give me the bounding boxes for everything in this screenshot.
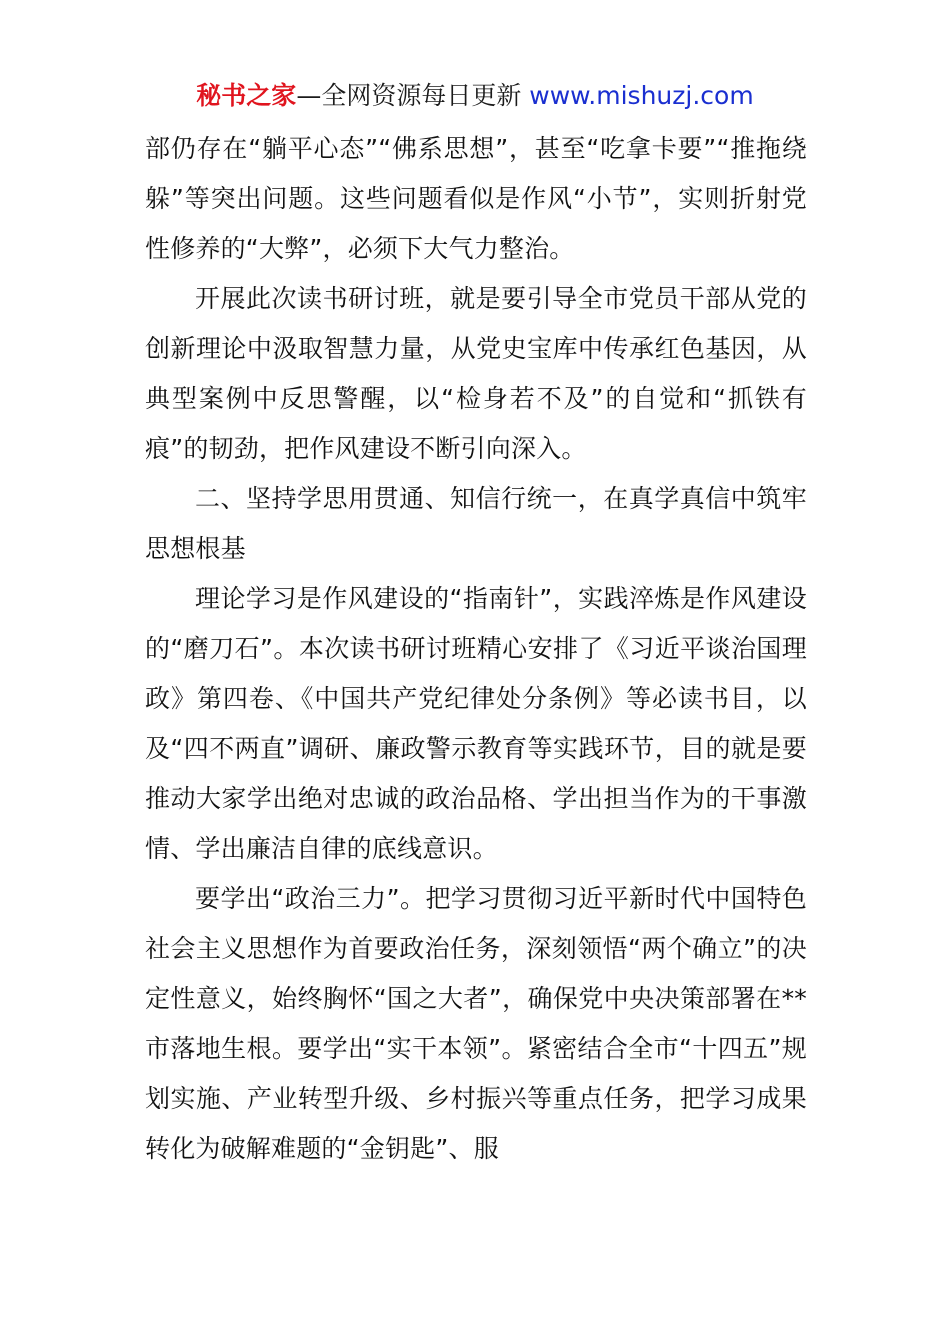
paragraph-theory-study: 理论学习是作风建设的“指南针”，实践淬炼是作风建设的“磨刀石”。本次读书研讨班精心安排了《习近平谈治国理政》第四卷、《中国共产党纪律处分条例》等必读书目，以及“四不两直”调研、廉政警示教育等实践环节，目的就是要推动大家学出绝对忠诚的政治品格、学出担当作为的干事激情、学出廉洁自律的底线意识。	[145, 584, 807, 863]
paragraph-continuation: 部仍存在“躺平心态”“佛系思想”，甚至“吃拿卡要”“推拖绕躲”等突出问题。这些问题看似是作风“小节”，实则折射党性修养的“大弊”，必须下大气力整治。	[145, 134, 807, 263]
site-url-link[interactable]: www.mishuzj.com	[529, 81, 754, 110]
brand-name: 秘书之家	[196, 81, 297, 110]
section-heading-two: 二、坚持学思用贯通、知信行统一，在真学真信中筑牢思想根基	[145, 484, 807, 563]
header-tagline: —全网资源每日更新	[296, 81, 530, 110]
site-header	[0, 78, 950, 114]
document-body	[145, 124, 807, 1174]
paragraph-reading-class-purpose: 开展此次读书研讨班，就是要引导全市党员干部从党的创新理论中汲取智慧力量，从党史宝库中传承红色基因，从典型案例中反思警醒，以“检身若不及”的自觉和“抓铁有痕”的韧劲，把作风建设不断引向深入。	[145, 284, 807, 463]
paragraph-political-ability: 要学出“政治三力”。把学习贯彻习近平新时代中国特色社会主义思想作为首要政治任务，深刻领悟“两个确立”的决定性意义，始终胸怀“国之大者”，确保党中央决策部署在**市落地生根。要学出“实干本领”。紧密结合全市“十四五”规划实施、产业转型升级、乡村振兴等重点任务，把学习成果转化为破解难题的“金钥匙”、服	[145, 884, 807, 1163]
